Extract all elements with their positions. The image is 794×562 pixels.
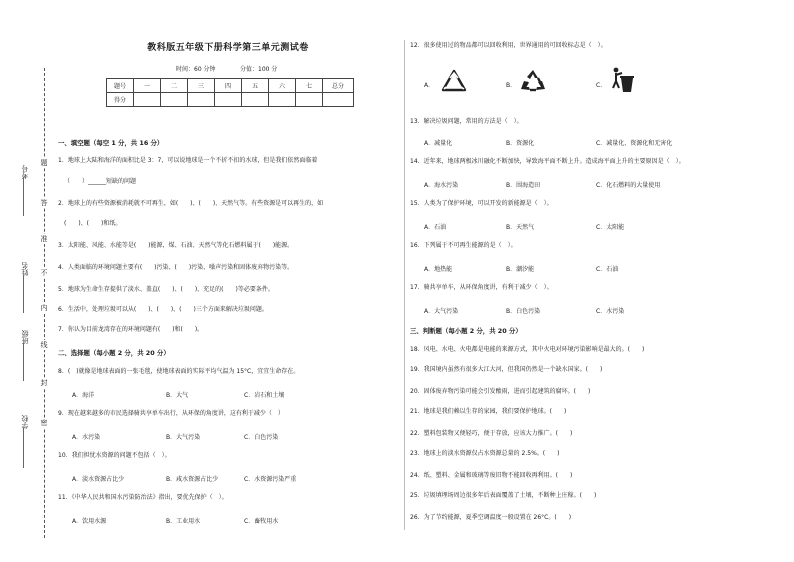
option-b[interactable]: B．资源化 [506, 140, 535, 147]
seal-char: 线 [38, 340, 50, 350]
table-cell: 五 [242, 79, 269, 93]
question-text: 7．你认为目前龙湾存在的环境问题有( )和( )。 [58, 326, 204, 333]
question-text: 10．我们担忧水资源的问题不包括（ ）。 [58, 452, 171, 459]
question-text: 17．骑共享单车，从环保角度讲，有利于减少（ ）。 [410, 284, 553, 291]
table-cell: 四 [215, 79, 242, 93]
option-a[interactable]: A．饮用水源 [72, 518, 107, 525]
section-heading: 二、选择题（每小题 2 分，共 20 分） [58, 349, 170, 357]
score-label: 分值：100 分 [240, 66, 278, 73]
option-b[interactable]: B．白色污染 [506, 308, 541, 315]
question-text: 5．地球为生命生存提供了淡水、盖直( )、( )、充足的( )等必要条件。 [58, 286, 274, 293]
question-text: 20．固体废弃物污染可能会引发酸雨，进而引起建筑的腐坏。( ) [410, 388, 591, 395]
score-cell[interactable] [134, 93, 161, 107]
score-cell[interactable] [242, 93, 269, 107]
question-text: 26．为了节约能源，夏季空调温度一般设置在 26°C。( ) [410, 514, 572, 521]
option-a[interactable]: A．减量化 [424, 140, 453, 147]
question-text: 11．《中华人民共和国水污染防治法》指出，要优先保护（ ）。 [58, 494, 228, 501]
question-text: 4．人类面临的环境问题主要有( )污染、( )污染、噪声污染和固体废弃物污染等。 [58, 264, 294, 271]
option-a[interactable]: A．大气污染 [424, 308, 459, 315]
question-text: 24．纸、塑料、金属和玻璃等废旧物不能回收再利用。( ) [410, 472, 573, 479]
option-c[interactable]: C．畜牧用水 [244, 518, 279, 525]
option-c[interactable]: C． [596, 82, 607, 89]
table-cell: 一 [134, 79, 161, 93]
question-text: 13．解决垃圾问题，常用的方法是（ ）。 [410, 118, 523, 125]
class-field[interactable] [23, 343, 24, 381]
school-label: 学校 [21, 415, 29, 429]
question-text: 8．( )就像是地球表面的一张毛毯，使地球表面的实际平均气温为 15°C，宜宜生命存在。 [58, 368, 300, 375]
seal-char: 题 [38, 158, 50, 168]
option-b[interactable]: B．工业用水 [166, 518, 201, 525]
table-row [107, 79, 354, 93]
score-cell[interactable] [296, 93, 323, 107]
option-a[interactable]: A．海水污染 [424, 182, 459, 189]
table-cell: 得分 [107, 93, 134, 107]
section-heading: 三、判断题（每小题 2 分，共 20 分） [410, 327, 522, 335]
option-c[interactable]: C．岩石和土壤 [244, 392, 285, 399]
option-a[interactable]: A．淡水资源占比少 [72, 476, 125, 483]
question-text: 9．现在越来越多的市民选择骑共享单车出行，从环保的角度讲，这有利于减少（ ） [58, 410, 284, 417]
option-c[interactable]: C．石油 [596, 266, 619, 273]
table-cell: 六 [269, 79, 296, 93]
name-label: 姓名 [21, 262, 29, 276]
seal-char: 封 [38, 378, 50, 388]
question-text: 14．近年来，地球两极冰川融化不断加快，导致海平面不断上升。造成海平面上升的主要原因是（ ）。 [410, 158, 685, 165]
page-title: 教科版五年级下册科学第三单元测试卷 [147, 43, 309, 53]
question-text: 6．生活中，处理垃圾可以从( )、( )、( )三个方面来解决垃圾问题。 [58, 306, 268, 313]
recycle-symbol-icon[interactable] [518, 67, 546, 93]
seal-char: 密 [38, 418, 50, 428]
option-c[interactable]: C．太阳能 [596, 224, 625, 231]
score-cell[interactable] [269, 93, 296, 107]
question-text: 18．风电、水电、火电都是电能的来源方式，其中火电对环境污染影响是最大的。( ) [410, 346, 645, 353]
option-a[interactable]: A．海洋 [72, 392, 95, 399]
option-b[interactable]: B． [506, 82, 517, 89]
class-label: 班级 [21, 330, 29, 344]
option-b[interactable]: B．天然气 [506, 224, 535, 231]
option-a[interactable]: A．水污染 [72, 434, 101, 441]
option-c[interactable]: C．减量化、资源化和无害化 [596, 140, 673, 147]
table-cell: 七 [296, 79, 323, 93]
option-c[interactable]: C．水资源污染严重 [244, 476, 297, 483]
table-cell: 总分 [323, 79, 354, 93]
option-c[interactable]: C．白色污染 [244, 434, 279, 441]
question-text: （ ）______短缺的问题 [64, 178, 137, 185]
option-b[interactable]: B．大气污染 [166, 434, 201, 441]
recycle-triangle-icon[interactable] [440, 68, 468, 94]
seal-char: 不 [38, 268, 50, 278]
time-label: 时间：60 分钟 [176, 66, 216, 73]
option-b[interactable]: B．围海造田 [506, 182, 541, 189]
score-cell[interactable] [215, 93, 242, 107]
option-a[interactable]: A．石油 [424, 224, 447, 231]
section-heading: 一、填空题（每空 1 分，共 16 分） [58, 139, 164, 147]
table-cell: 题号 [107, 79, 134, 93]
option-b[interactable]: B．潮汐能 [506, 266, 535, 273]
table-cell: 二 [161, 79, 188, 93]
school-field[interactable] [23, 428, 24, 468]
option-b[interactable]: B．大气 [166, 392, 189, 399]
question-text: 23．地球上的淡水资源仅占水资源总量的 2.5%。( ) [410, 450, 560, 457]
column-divider [404, 40, 405, 530]
seal-char: 内 [38, 303, 50, 313]
exam-number-field[interactable] [23, 178, 24, 216]
question-text: 21．地球是我们赖以生存的家园，我们要保护地球。( ) [410, 408, 567, 415]
score-cell[interactable] [323, 93, 354, 107]
score-table [106, 78, 354, 107]
seal-char: 准 [38, 234, 50, 244]
option-b[interactable]: B．咸水资源占比少 [166, 476, 219, 483]
table-row [107, 93, 354, 107]
question-text: 12．很多使用过的物品都可以回收利用，世界通用的可回收标志是（ ）。 [410, 42, 607, 49]
question-text: 19．我国境内虽然有很多大江大河，但我国仍然是一个缺水国家。( ) [410, 366, 603, 373]
option-c[interactable]: C．化石燃料的大量使用 [596, 182, 661, 189]
question-text: 22．塑料包装物又便轻巧，便于存放，应该大力推广。( ) [410, 430, 573, 437]
table-cell: 三 [188, 79, 215, 93]
score-cell[interactable] [161, 93, 188, 107]
question-text: 3．太阳能、风能、水能等是( )能源，煤、石油、天然气等化石燃料属于( )能源。 [58, 242, 294, 249]
seal-char: 答 [38, 198, 50, 208]
name-field[interactable] [23, 275, 24, 313]
question-text: 16．下列属于不可再生能源的是（ ）。 [410, 242, 517, 249]
option-c[interactable]: C．水污染 [596, 308, 625, 315]
option-a[interactable]: A．地热能 [424, 266, 453, 273]
question-text: 2．地球上的有些资源被消耗就不可再生，如( )、( )、天然气等。有些资源是可以再生的，如 [58, 200, 324, 207]
question-text: 1．地球上大陆和海洋的面积比是 3：7，可以说地球是一个不折不扣的水球，但是我们依然面临着 [58, 157, 318, 164]
option-a[interactable]: A． [424, 82, 435, 89]
question-text: 25．垃圾填埋场周边很多年后表面覆盖了土壤，不断种上庄稼。( ) [410, 492, 597, 499]
exam-number-label: 考号 [21, 165, 29, 179]
trash-bin-person-icon[interactable] [608, 66, 636, 92]
score-cell[interactable] [188, 93, 215, 107]
question-text: 15．人类为了保护环境，可以开发的新能源是（ ）。 [410, 200, 553, 207]
question-text: ( )、( )和纸。 [64, 220, 122, 227]
